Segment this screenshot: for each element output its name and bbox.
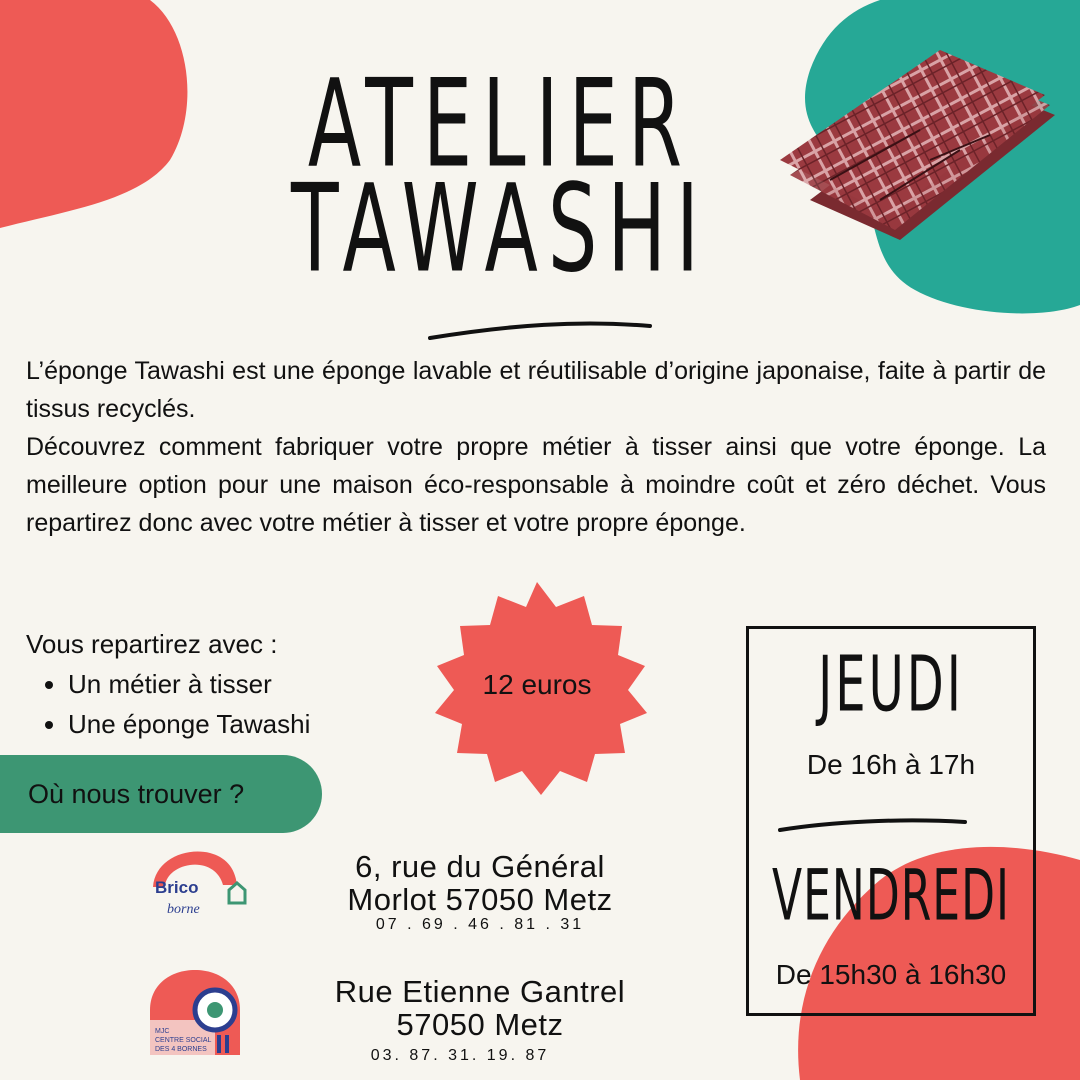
title-underline — [430, 323, 650, 338]
find-us-banner: Où nous trouver ? — [0, 755, 322, 833]
address-2-line-1: Rue Etienne Gantrel — [334, 974, 626, 1009]
title-line-1: ATELIER — [307, 55, 693, 195]
logo1-borne-text: borne — [167, 902, 200, 917]
logo2-text-2: CENTRE SOCIAL — [155, 1037, 212, 1044]
address-2 — [310, 975, 650, 1065]
schedule-box — [746, 626, 1036, 1016]
logo2-text-1: MJC — [155, 1028, 170, 1035]
bricoborne-logo — [145, 845, 255, 925]
address-1-line-1: 6, rue du Général — [355, 849, 605, 884]
list-item: • Une éponge Tawashi — [68, 704, 310, 744]
schedule-day-2: VENDREDI — [772, 855, 1010, 938]
description — [26, 352, 1046, 542]
address-2-phone: 03. 87. 31. 19. 87 — [370, 1047, 550, 1064]
price-label: 12 euros — [482, 669, 592, 700]
logo2-text-3: DES 4 BORNES — [155, 1046, 207, 1053]
description-paragraph-1: L’éponge Tawashi est une éponge lavable et réutilisable d’origine japonaise, faite à partir de tissus recyclés. — [26, 357, 1046, 423]
takeaway-list — [26, 664, 310, 744]
takeaway-heading: Vous repartirez avec : — [26, 629, 278, 659]
address-1-line-2: Morlot 57050 Metz — [347, 882, 613, 917]
schedule-time-1: De 16h à 17h — [806, 749, 976, 780]
takeaway-section — [26, 624, 310, 744]
list-item: • Un métier à tisser — [68, 664, 310, 704]
mjc-centre-social-logo — [145, 965, 245, 1060]
address-1-phone: 07 . 69 . 46 . 81 . 31 — [375, 916, 585, 933]
address-2-line-2: 57050 Metz — [396, 1007, 564, 1042]
description-paragraph-2: Découvrez comment fabriquer votre propre métier à tisser ainsi que votre éponge. La meilleure option pour une maison éco-responsable à moindre coût et zéro déchet. Vous repartirez donc avec votre métier à tisser et votre propre éponge. — [26, 433, 1046, 537]
title-line-2: TAWASHI — [290, 160, 710, 300]
logo1-brico-text: Brico — [155, 878, 199, 897]
schedule-day-1: JEUDI — [818, 640, 964, 730]
schedule-time-2: De 15h30 à 16h30 — [775, 959, 1007, 990]
address-1 — [320, 850, 640, 934]
